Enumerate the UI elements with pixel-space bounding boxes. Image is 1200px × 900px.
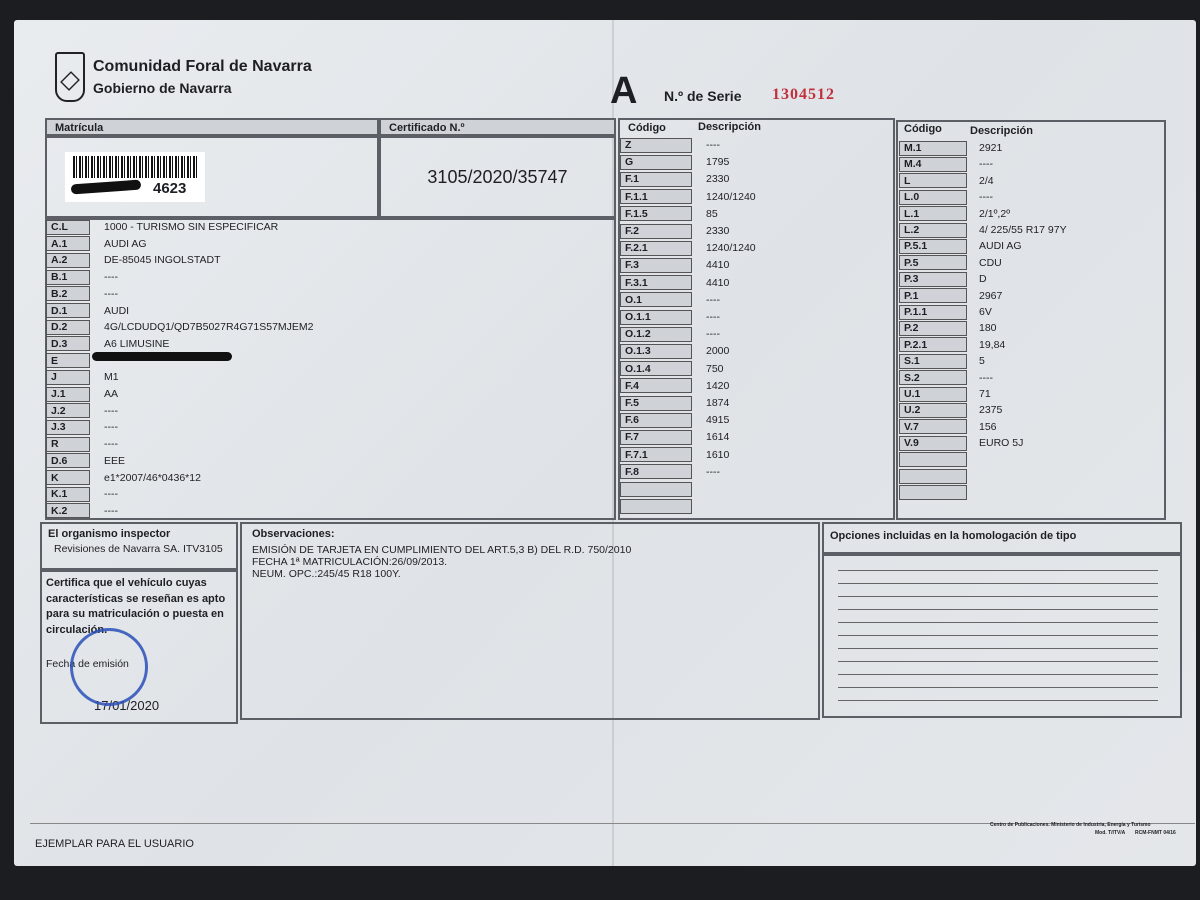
mid-code — [620, 482, 692, 497]
right-value: 5 — [979, 355, 985, 368]
serie-value: 1304512 — [772, 86, 835, 103]
redaction — [92, 352, 232, 361]
mid-value: ---- — [706, 328, 720, 341]
right-row — [899, 271, 1159, 287]
mid-value: 1614 — [706, 431, 730, 444]
mid-row — [620, 412, 890, 428]
field-row — [46, 269, 606, 285]
mid-row — [620, 464, 890, 480]
field-value: ---- — [104, 287, 118, 300]
right-code: M.4 — [899, 157, 967, 172]
right-row — [899, 452, 1159, 468]
right-row — [899, 206, 1159, 222]
mid-row — [620, 206, 890, 222]
field-row — [46, 319, 606, 335]
right-row — [899, 419, 1159, 435]
mid-row — [620, 326, 890, 342]
field-value: ---- — [104, 404, 118, 417]
field-row — [46, 470, 606, 486]
right-row — [899, 386, 1159, 402]
certifica-box — [40, 570, 238, 724]
mid-row — [620, 498, 890, 514]
right-code: M.1 — [899, 141, 967, 156]
right-code: P.3 — [899, 272, 967, 287]
field-code: K — [46, 470, 90, 485]
barcode-icon — [73, 156, 197, 178]
mid-value: 2000 — [706, 345, 730, 358]
observacion-line: NEUM. OPC.:245/45 R18 100Y. — [252, 568, 401, 580]
field-row — [46, 303, 606, 319]
mid-row — [620, 343, 890, 359]
option-line — [838, 661, 1158, 662]
right-value: 6V — [979, 306, 992, 318]
field-value: AUDI AG — [104, 237, 147, 250]
right-value: 2967 — [979, 289, 1003, 302]
mid-code — [620, 499, 692, 514]
right-row — [899, 222, 1159, 238]
mid-value: 1240/1240 — [706, 190, 756, 203]
mid-value: 4410 — [706, 259, 730, 272]
right-row — [899, 288, 1159, 304]
field-value: ---- — [104, 504, 118, 517]
official-stamp-icon — [70, 628, 148, 706]
mid-row — [620, 292, 890, 308]
right-row — [899, 484, 1159, 500]
mid-row — [620, 309, 890, 325]
right-code: P.1 — [899, 288, 967, 303]
matricula-header — [45, 118, 379, 136]
inspector-box — [40, 522, 238, 570]
right-row — [899, 304, 1159, 320]
right-row — [899, 140, 1159, 156]
right-code: P.5.1 — [899, 239, 967, 254]
mid-code: O.1.3 — [620, 344, 692, 359]
mid-code: F.3 — [620, 258, 692, 273]
navarra-logo — [55, 52, 312, 102]
mid-code: F.2.1 — [620, 241, 692, 256]
right-value: 180 — [979, 322, 997, 335]
certificado-number: 3105/2020/35747 — [379, 136, 616, 218]
field-code: J.3 — [46, 420, 90, 435]
field-code: J.2 — [46, 403, 90, 418]
right-row — [899, 353, 1159, 369]
option-line — [838, 700, 1158, 701]
field-value: 1000 - TURISMO SIN ESPECIFICAR — [104, 221, 279, 233]
opciones-label: Opciones incluidas en la homologación de tipo — [830, 530, 1077, 542]
right-row — [899, 189, 1159, 205]
mid-value: 4915 — [706, 414, 730, 427]
right-code: L.0 — [899, 190, 967, 205]
right-value: D — [979, 273, 987, 286]
field-row — [46, 453, 606, 469]
field-code: D.2 — [46, 320, 90, 335]
field-value: ---- — [104, 421, 118, 434]
right-code: P.1.1 — [899, 305, 967, 320]
field-code: E — [46, 353, 90, 368]
mid-code: O.1.1 — [620, 310, 692, 325]
right-value: 2/4 — [979, 174, 994, 187]
mid-row — [620, 223, 890, 239]
field-value: AA — [104, 388, 119, 400]
option-line — [838, 674, 1158, 675]
mid-code: F.7 — [620, 430, 692, 445]
right-code — [899, 452, 967, 467]
mid-code: O.1.2 — [620, 327, 692, 342]
right-row — [899, 238, 1159, 254]
mid-value: 2330 — [706, 225, 730, 237]
mid-value: 1795 — [706, 156, 730, 169]
right-code: L.2 — [899, 223, 967, 238]
field-value: ---- — [104, 438, 118, 451]
observacion-line: FECHA 1ª MATRICULACIÓN:26/09/2013. — [252, 556, 448, 568]
mid-value: ---- — [706, 465, 720, 478]
right-row — [899, 402, 1159, 418]
mid-code: G — [620, 155, 692, 170]
mid-code: F.4 — [620, 378, 692, 393]
field-row — [46, 386, 606, 402]
field-code: A.1 — [46, 236, 90, 251]
field-code: D.3 — [46, 336, 90, 351]
mid-value: 1610 — [706, 448, 730, 461]
mid-code: F.7.1 — [620, 447, 692, 462]
field-code: D.1 — [46, 303, 90, 318]
option-line — [838, 596, 1158, 597]
mid-value: 750 — [706, 362, 724, 375]
field-value: EEE — [104, 454, 126, 467]
navarra-shield-icon — [55, 52, 85, 102]
right-code: V.9 — [899, 436, 967, 451]
field-row — [46, 236, 606, 252]
right-value: ---- — [979, 371, 993, 384]
field-value: DE-85045 INGOLSTADT — [104, 254, 221, 267]
right-code: S.2 — [899, 370, 967, 385]
matricula-label: Matrícula — [55, 122, 104, 134]
mid-row — [620, 378, 890, 394]
observacion-line: EMISIÓN DE TARJETA EN CUMPLIMIENTO DEL ART.5,3 B) DEL R.D. 750/2010 — [252, 544, 632, 556]
right-code: L — [899, 173, 967, 188]
right-code: P.5 — [899, 255, 967, 270]
field-code: R — [46, 437, 90, 452]
mid-code: F.1.1 — [620, 189, 692, 204]
mid-row — [620, 429, 890, 445]
right-value: AUDI AG — [979, 240, 1022, 253]
field-value: ---- — [104, 488, 118, 501]
field-code: K.1 — [46, 487, 90, 502]
field-code: B.2 — [46, 286, 90, 301]
fnmt-ref: RCM-FNMT 04/16 — [1135, 830, 1176, 836]
fecha-emision: 17/01/2020 — [94, 698, 160, 713]
mid-row — [620, 361, 890, 377]
right-code: P.2.1 — [899, 337, 967, 352]
mid-desc-header: Descripción — [698, 121, 761, 133]
right-row — [899, 156, 1159, 172]
mid-code: F.3.1 — [620, 275, 692, 290]
mid-row — [620, 481, 890, 497]
publisher: Centro de Publicaciones. Ministerio de Industria, Energía y Turismo — [990, 822, 1151, 828]
field-row — [46, 503, 606, 519]
barcode — [65, 152, 205, 202]
mid-value: 1874 — [706, 397, 730, 409]
mid-value: ---- — [706, 311, 720, 323]
gov-name: Gobierno de Navarra — [93, 80, 232, 96]
right-row — [899, 320, 1159, 336]
mid-row — [620, 137, 890, 153]
model-code: Mod. T/ITV/A — [1095, 830, 1126, 836]
mid-row — [620, 189, 890, 205]
mid-value: ---- — [706, 139, 720, 151]
right-value: 4/ 225/55 R17 97Y — [979, 224, 1067, 236]
mid-code: F.2 — [620, 224, 692, 239]
right-row — [899, 255, 1159, 271]
option-line — [838, 583, 1158, 584]
right-value: ---- — [979, 158, 993, 171]
right-code — [899, 485, 967, 500]
mid-code-header: Código — [628, 122, 666, 134]
right-code: U.1 — [899, 387, 967, 402]
field-code: J.1 — [46, 387, 90, 402]
mid-value: 1420 — [706, 379, 730, 392]
field-row — [46, 252, 606, 268]
right-code: S.1 — [899, 354, 967, 369]
right-code — [899, 469, 967, 484]
field-value: 4G/LCDUDQ1/QD7B5027R4G71S57MJEM2 — [104, 321, 314, 334]
opciones-box — [822, 554, 1182, 718]
mid-code: F.1.5 — [620, 206, 692, 221]
right-value: 2921 — [979, 142, 1003, 154]
option-line — [838, 622, 1158, 623]
right-value: 71 — [979, 388, 991, 400]
mid-code: O.1 — [620, 292, 692, 307]
mid-row — [620, 447, 890, 463]
plate-number: 4623 — [153, 180, 187, 197]
option-line — [838, 648, 1158, 649]
field-value: A6 LIMUSINE — [104, 337, 170, 350]
mid-row — [620, 395, 890, 411]
serie-label: N.º de Serie — [664, 88, 742, 104]
field-row — [46, 436, 606, 452]
mid-value: 1240/1240 — [706, 242, 756, 255]
right-value: CDU — [979, 256, 1002, 269]
field-row — [46, 403, 606, 419]
inspector-label: El organismo inspector — [48, 528, 171, 540]
field-row — [46, 486, 606, 502]
mid-value: 2330 — [706, 173, 730, 186]
field-code: B.1 — [46, 270, 90, 285]
certifica-text: Certifica que el vehículo cuyas características se reseñan es apto para su matriculación o puesta en circulación. — [46, 577, 226, 636]
field-code: A.2 — [46, 253, 90, 268]
ejemplar-label: EJEMPLAR PARA EL USUARIO — [35, 838, 194, 850]
mid-row — [620, 257, 890, 273]
mid-value: ---- — [706, 293, 720, 306]
field-row — [46, 286, 606, 302]
right-value: ---- — [979, 191, 993, 204]
observaciones-label: Observaciones: — [252, 528, 335, 540]
mid-row — [620, 154, 890, 170]
right-value: 156 — [979, 420, 997, 433]
field-row — [46, 369, 606, 385]
option-line — [838, 609, 1158, 610]
matricula-box — [45, 136, 379, 218]
mid-code: F.6 — [620, 413, 692, 428]
field-row — [46, 219, 606, 235]
fecha-label: Fecha de emisión — [46, 658, 129, 670]
mid-code: F.1 — [620, 172, 692, 187]
field-code: C.L — [46, 220, 90, 235]
option-line — [838, 687, 1158, 688]
right-code: P.2 — [899, 321, 967, 336]
field-value: AUDI — [104, 304, 130, 317]
right-row — [899, 435, 1159, 451]
mid-row — [620, 240, 890, 256]
redaction — [71, 180, 142, 195]
certificado-label: Certificado N.º — [389, 122, 465, 134]
mid-value: 4410 — [706, 276, 730, 289]
field-value: e1*2007/46*0436*12 — [104, 471, 201, 484]
option-line — [838, 570, 1158, 571]
option-line — [838, 635, 1158, 636]
right-value: 2375 — [979, 404, 1003, 417]
right-value: EURO 5J — [979, 437, 1024, 450]
field-code: K.2 — [46, 503, 90, 518]
right-code: U.2 — [899, 403, 967, 418]
mid-code: O.1.4 — [620, 361, 692, 376]
inspector-value: Revisiones de Navarra SA. ITV3105 — [54, 543, 223, 555]
right-value: 19,84 — [979, 338, 1006, 351]
right-value: 2/1º,2º — [979, 207, 1011, 220]
field-value: M1 — [104, 371, 119, 384]
right-row — [899, 370, 1159, 386]
right-row — [899, 468, 1159, 484]
right-row — [899, 337, 1159, 353]
observaciones-box — [240, 522, 820, 720]
certificado-header — [379, 118, 616, 136]
right-desc-header: Descripción — [970, 125, 1033, 137]
field-row — [46, 336, 606, 352]
right-row — [899, 173, 1159, 189]
right-code: V.7 — [899, 419, 967, 434]
mid-row — [620, 171, 890, 187]
field-code: J — [46, 370, 90, 385]
opciones-header — [822, 522, 1182, 554]
right-code-header: Código — [904, 123, 942, 135]
field-code: D.6 — [46, 453, 90, 468]
card-type-letter: A — [610, 70, 638, 112]
mid-code: F.5 — [620, 396, 692, 411]
mid-value: 85 — [706, 207, 718, 220]
field-row — [46, 419, 606, 435]
mid-code: F.8 — [620, 464, 692, 479]
field-value: ---- — [104, 271, 118, 284]
mid-code: Z — [620, 138, 692, 153]
right-code: L.1 — [899, 206, 967, 221]
mid-row — [620, 275, 890, 291]
org-name: Comunidad Foral de Navarra — [93, 58, 312, 75]
